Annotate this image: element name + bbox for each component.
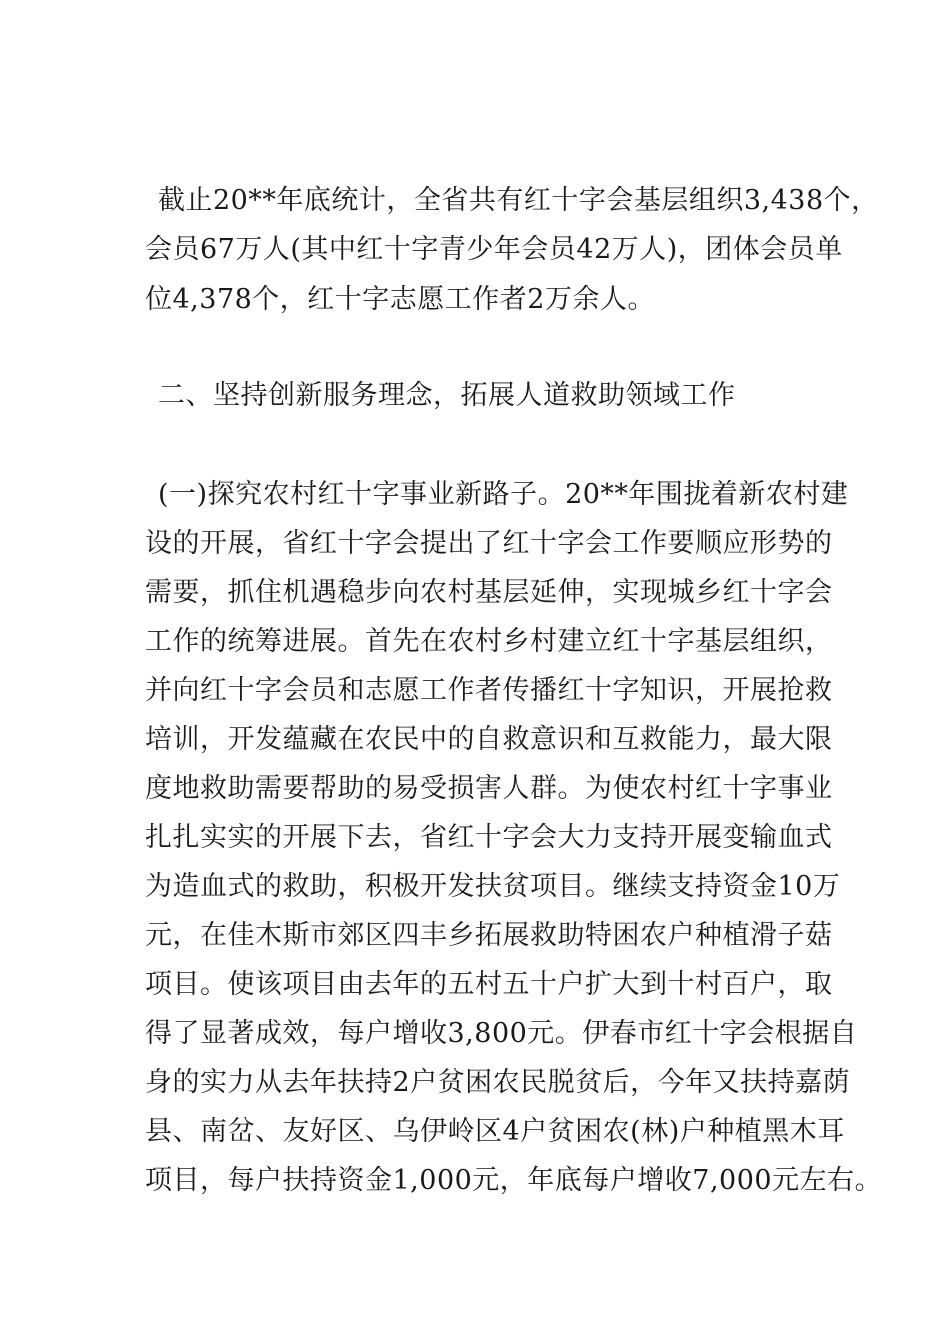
paragraph-2-line-10: 元，在佳木斯市郊区四丰乡拓展救助特困农户种植滑子菇 xyxy=(145,920,833,951)
paragraph-2-line-5: 并向红十字会员和志愿工作者传播红十字知识，开展抢救 xyxy=(145,675,833,706)
paragraph-2-line-15: 项目，每户扶持资金1,000元，年底每户增收7,000元左右。 xyxy=(145,1165,883,1196)
paragraph-2-line-1: (一)探究农村红十字事业新路子。20**年围拢着新农村建 xyxy=(158,479,849,510)
paragraph-2-line-4: 工作的统筹进展。首先在农村乡村建立红十字基层组织， xyxy=(145,626,833,657)
paragraph-2-line-12: 得了显著成效，每户增收3,800元。伊春市红十字会根据自 xyxy=(145,1018,858,1049)
paragraph-2-line-6: 培训，开发蕴藏在农民中的自救意识和互救能力，最大限 xyxy=(145,724,833,755)
paragraph-2-line-11: 项目。使该项目由去年的五村五十户扩大到十村百户，取 xyxy=(145,969,833,1000)
paragraph-1-line-1: 截止20**年底统计，全省共有红十字会基层组织3,438个， xyxy=(158,185,879,216)
paragraph-2-line-13: 身的实力从去年扶持2户贫困农民脱贫后，今年又扶持嘉荫 xyxy=(145,1067,851,1098)
paragraph-2-line-14: 县、南岔、友好区、乌伊岭区4户贫困农(林)户种植黑木耳 xyxy=(145,1116,845,1147)
paragraph-2-line-9: 为造血式的救助，积极开发扶贫项目。继续支持资金10万 xyxy=(145,871,841,902)
paragraph-1-line-3: 位4,378个，红十字志愿工作者2万余人。 xyxy=(145,284,655,315)
paragraph-2-line-2: 设的开展，省红十字会提出了红十字会工作要顺应形势的 xyxy=(145,528,833,559)
paragraph-2-line-7: 度地救助需要帮助的易受损害人群。为使农村红十字事业 xyxy=(145,773,833,804)
paragraph-2-line-3: 需要，抓住机遇稳步向农村基层延伸，实现城乡红十字会 xyxy=(145,577,833,608)
paragraph-2-line-8: 扎扎实实的开展下去，省红十字会大力支持开展变输血式 xyxy=(145,822,833,853)
section-heading: 二、坚持创新服务理念，拓展人道救助领域工作 xyxy=(158,380,736,411)
paragraph-1-line-2: 会员67万人(其中红十字青少年会员42万人)，团体会员单 xyxy=(145,234,843,265)
